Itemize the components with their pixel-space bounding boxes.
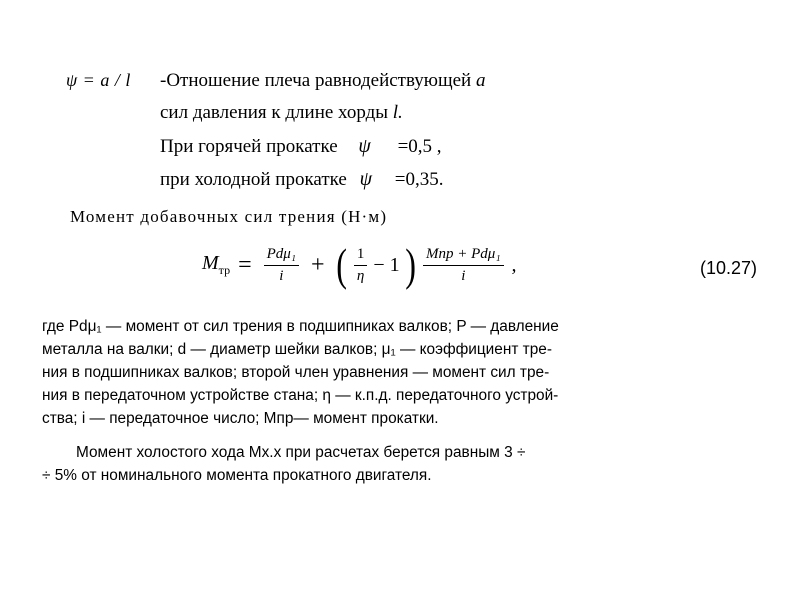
equation-10-27	[202, 234, 517, 296]
definition-line-1-var: a	[475, 70, 486, 91]
definition-line-1	[160, 70, 485, 92]
psi-symbol-cold: ψ	[359, 168, 373, 190]
eq-fraction-3	[423, 246, 504, 285]
equation-number: (10.27)	[700, 258, 758, 278]
paragraph-1-line-1: где Pdμ₁ — момент от сил трения в подшипниках валков; P — давление	[42, 318, 559, 335]
eq-right-paren: )	[404, 239, 416, 290]
paragraph-1-line-3: ния в подшипниках валков; второй член уравнения — момент сил тре-	[42, 364, 550, 381]
eq-equals: =	[238, 251, 252, 278]
eq-fraction-1	[264, 246, 299, 285]
section-heading: Момент добавочных сил трения (Н·м)	[70, 207, 388, 226]
paragraph-1-line-5: ства; i — передаточное число; Mпр— момент прокатки.	[42, 410, 439, 427]
eq-left-paren: (	[335, 239, 347, 290]
cold-rolling-value: =0,35.	[394, 169, 444, 190]
paragraph-idle-moment	[42, 441, 772, 487]
definition-line-2-text: сил давления к длине хорды	[160, 102, 388, 123]
psi-symbol-hot: ψ	[358, 135, 371, 157]
definition-formula: ψ = a / l	[66, 70, 131, 90]
definition-line-3	[160, 135, 442, 158]
paragraph-definitions	[42, 315, 772, 430]
eq-minus-one: − 1	[373, 253, 400, 276]
eq-fraction-2-num: 1	[356, 245, 365, 262]
cold-rolling-label: при холодной прокатке	[160, 169, 347, 190]
eq-fraction-3-den: i	[423, 265, 504, 285]
paragraph-1-line-4: ния в передаточном устройстве стана; η — к.п.д. передаточного устрой-	[42, 387, 559, 404]
paragraph-2-line-2: ÷ 5% от номинального момента прокатного двигателя.	[42, 467, 432, 484]
eq-lhs: $M_{тр}$	[202, 252, 231, 277]
eq-fraction-1-num: Pdμ₁	[266, 245, 297, 262]
definition-line-4	[160, 168, 444, 191]
eq-fraction-2-den: η	[354, 265, 368, 285]
paragraph-2-line-1: Момент холостого хода Mх.х при расчетах берется равным 3 ÷	[76, 444, 526, 461]
eq-fraction-1-den: i	[264, 265, 299, 285]
definition-line-2	[160, 102, 403, 124]
definition-line-1-text: -Отношение плеча равнодействующей	[160, 70, 472, 91]
eq-fraction-3-num: Mпр + Pdμ₁	[426, 245, 501, 262]
eq-plus: +	[311, 251, 325, 278]
eq-comma: ,	[511, 253, 517, 276]
hot-rolling-value: =0,5 ,	[397, 136, 442, 157]
hot-rolling-label: При горячей прокатке	[160, 136, 338, 157]
definition-line-2-var: l.	[392, 102, 403, 123]
eq-fraction-2	[354, 246, 368, 285]
paragraph-1-line-2: металла на валки; d — диаметр шейки валков; μ₁ — коэффициент тре-	[42, 341, 552, 358]
